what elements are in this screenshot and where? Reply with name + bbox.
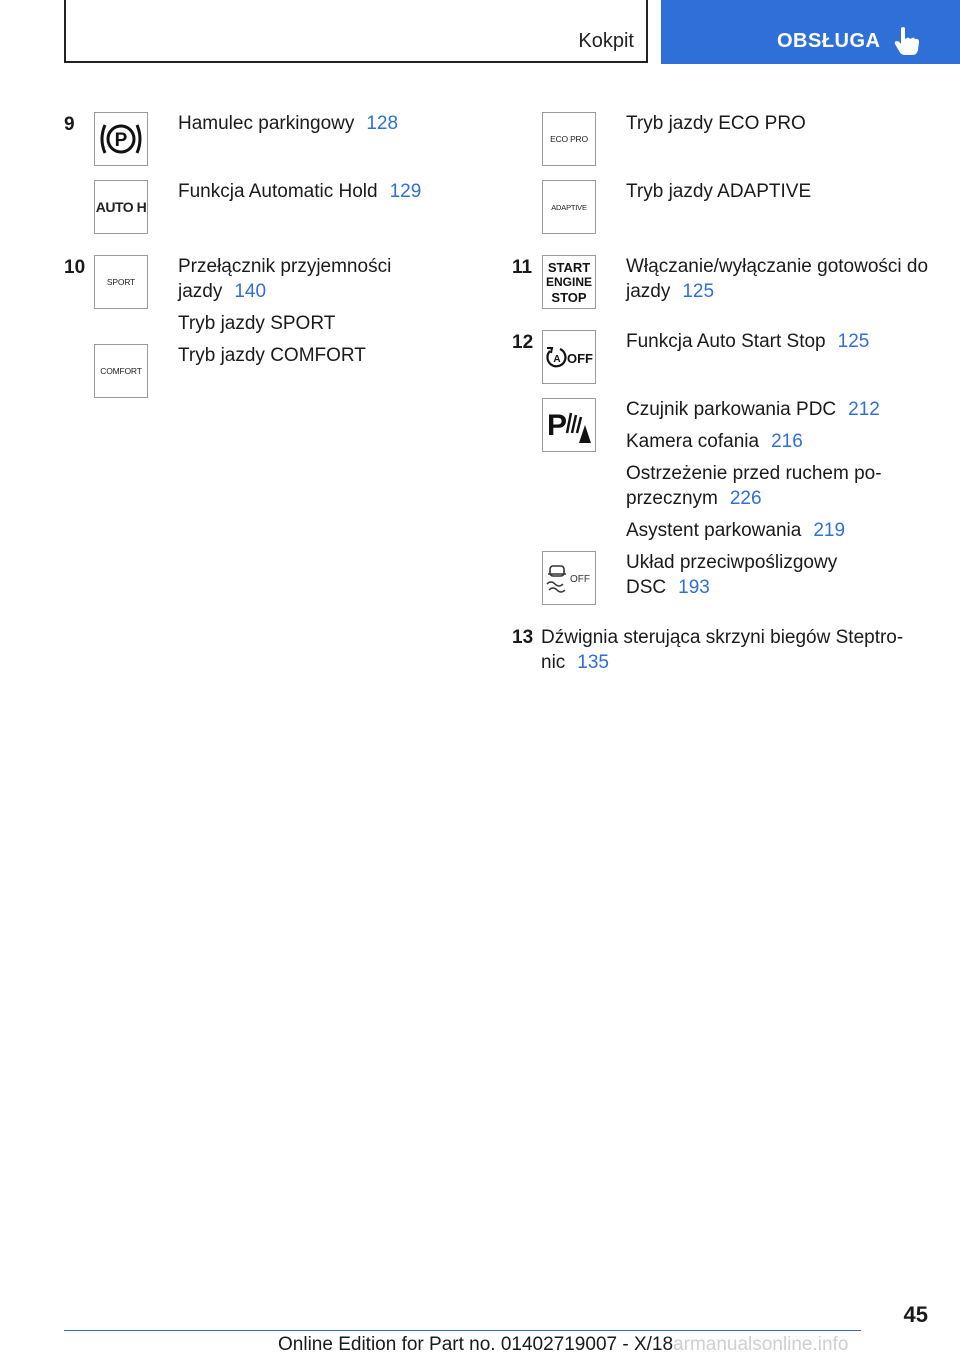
- park-assist-icon-box: [542, 398, 596, 452]
- steptronic-line1: Dźwignia sterująca skrzyni biegów Steptro-: [541, 627, 904, 648]
- parking-brake-label: Hamulec parkingowy: [178, 113, 355, 134]
- pointing-hand-icon: [893, 26, 921, 56]
- auto-start-stop-icon: [544, 342, 594, 372]
- svg-text:P: P: [114, 130, 128, 151]
- svg-text:P: P: [546, 409, 568, 442]
- auto-hold-icon-box: [94, 180, 148, 234]
- auto-start-stop-icon-box: [542, 330, 596, 384]
- dsc-page-link[interactable]: 193: [678, 577, 710, 598]
- item-number-11: 11: [512, 257, 533, 278]
- footer-edition-text: Online Edition for Part no. 01402719007 - X/18: [278, 1334, 674, 1355]
- park-distance-control-icon: [545, 403, 593, 447]
- parking-brake-icon: [98, 119, 144, 159]
- parking-brake-icon-box: [94, 112, 148, 166]
- dsc-entry: [626, 550, 837, 600]
- comfort-icon: COMFORT: [100, 366, 142, 376]
- adaptive-icon-box: [542, 180, 596, 234]
- auto-start-stop-off-text: OFF: [567, 351, 593, 366]
- driving-experience-entry: [178, 254, 391, 368]
- auto-hold-page-link[interactable]: 129: [389, 181, 422, 202]
- auto-start-stop-label: Funkcja Auto Start Stop: [626, 331, 826, 352]
- dsc-off-icon: [545, 560, 593, 596]
- page-number: 45: [903, 1302, 928, 1327]
- auto-hold-icon: AUTO H: [95, 199, 147, 215]
- auto-hold-entry: [178, 179, 421, 204]
- sport-icon-box: [94, 255, 148, 309]
- engine-start-page-link[interactable]: 125: [682, 281, 715, 302]
- steptronic-line2: nic: [541, 652, 566, 673]
- section-title: Kokpit: [578, 30, 634, 52]
- rear-camera-label: Kamera cofania: [626, 431, 760, 452]
- eco-pro-icon-box: [542, 112, 596, 166]
- parking-assistant-page-link[interactable]: 219: [813, 520, 846, 541]
- pdc-page-link[interactable]: 212: [848, 399, 880, 420]
- driving-experience-line1: Przełącznik przyjemności: [178, 256, 392, 277]
- adaptive-icon: ADAPTIVE: [551, 202, 587, 212]
- dsc-off-text: OFF: [570, 574, 590, 585]
- start-icon-text: START: [547, 259, 591, 275]
- footer-edition: [278, 1334, 848, 1356]
- cross-traffic-line2: przecznym: [626, 488, 718, 509]
- engine-start-entry: [626, 254, 928, 304]
- engine-start-line1: Włączanie/wyłączanie gotowości do: [626, 256, 929, 277]
- sport-mode-label: Tryb jazdy SPORT: [178, 313, 336, 334]
- dsc-line2: DSC: [626, 577, 667, 598]
- cross-traffic-line1: Ostrzeżenie przed ruchem po-: [626, 463, 882, 484]
- park-assist-entry: [626, 397, 882, 543]
- steptronic-page-link[interactable]: 135: [577, 652, 609, 673]
- item-number-10: 10: [64, 257, 86, 278]
- driving-experience-line2: jazdy: [178, 281, 223, 302]
- parking-assistant-label: Asystent parkowania: [626, 520, 802, 541]
- dsc-icon-box: [542, 551, 596, 605]
- rear-camera-page-link[interactable]: 216: [771, 431, 803, 452]
- sport-icon: SPORT: [106, 277, 136, 287]
- header-frame: [64, 0, 648, 63]
- comfort-icon-box: [94, 344, 148, 398]
- cross-traffic-page-link[interactable]: 226: [729, 488, 762, 509]
- start-stop-button-icon-box: [542, 255, 596, 309]
- auto-hold-label: Funkcja Automatic Hold: [178, 181, 378, 202]
- driving-experience-page-link[interactable]: 140: [234, 281, 267, 302]
- engine-icon-text: ENGINE: [545, 274, 592, 289]
- auto-start-stop-page-link[interactable]: 125: [837, 331, 870, 352]
- comfort-mode-label: Tryb jazdy COMFORT: [178, 345, 366, 366]
- parking-brake-entry: [178, 111, 398, 136]
- item-number-13: 13: [512, 627, 534, 648]
- auto-start-stop-entry: [626, 329, 869, 354]
- pdc-label: Czujnik parkowania PDC: [626, 399, 837, 420]
- eco-pro-icon: ECO PRO: [550, 134, 588, 144]
- chapter-tab-label: OBSŁUGA: [777, 30, 881, 52]
- item-number-9: 9: [64, 114, 75, 135]
- footer-divider: [64, 1330, 861, 1331]
- parking-brake-page-link[interactable]: 128: [366, 113, 399, 134]
- dsc-line1: Układ przeciwpoślizgowy: [626, 552, 838, 573]
- adaptive-label: Tryb jazdy ADAPTIVE: [626, 181, 812, 202]
- stop-icon-text: STOP: [551, 289, 587, 305]
- engine-start-line2: jazdy: [626, 281, 671, 302]
- footer-watermark: armanualsonline.info: [673, 1334, 849, 1355]
- item-number-12: 12: [512, 332, 534, 353]
- steptronic-entry: [541, 625, 903, 675]
- eco-pro-label: Tryb jazdy ECO PRO: [626, 113, 806, 134]
- svg-text:A: A: [553, 354, 561, 365]
